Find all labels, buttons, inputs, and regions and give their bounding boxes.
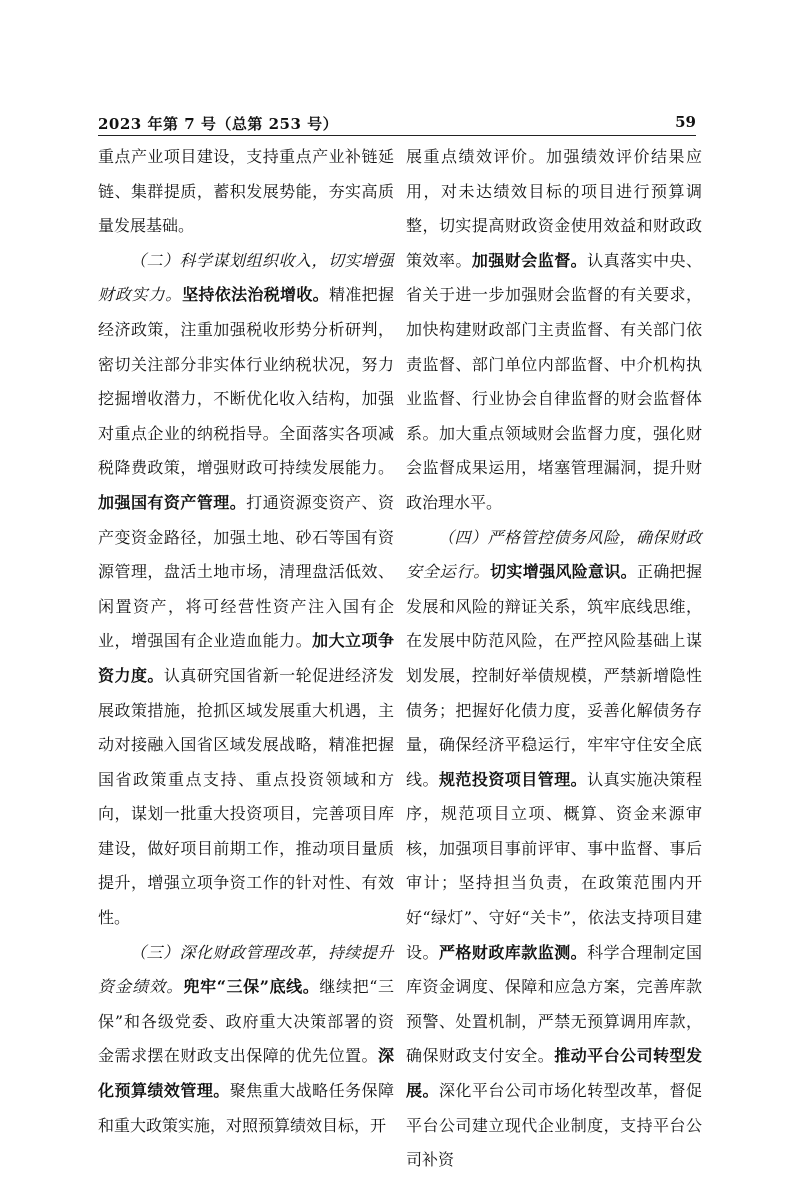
paragraph: 重点产业项目建设，支持重点产业补链延链、集群提质，蓄积发展势能，夯实高质量发展基础。 [98,147,394,236]
bold-lead: 加强国有资产管理。 [98,492,247,512]
bold-lead: 兜牢“三保”底线。 [183,977,320,997]
section-heading: （二）科学谋划组织收入，切实增强财政实力。 [98,250,395,305]
body-text: 继续把“三保”和各级党委、政府重大决策部署的资金需求摆在财政支出保障的优先位置。 [98,977,394,1066]
paragraph [98,936,394,1144]
body-text: 打通资源变资产、资产变资金路径，加强土地、砂石等国有资源管理，盘活土地市场，清理盘活低效、闲置资产，将可经营性资产注入国有企业，增强国有企业造血能力。 [98,492,394,651]
bold-lead: 加强财会监督。 [471,250,588,270]
issue-label: 2023 年第 7 号（总第 253 号） [98,115,339,133]
page-header [98,113,696,135]
body-text: 认真研究国省新一轮促进经济发展政策措施，抢抓区域发展重大机遇，主动对接融入国省区域发展战略，精准把握国省政策重点支持、重点投资领域和方向，谋划一批重大投资项目，完善项目库建设，做好项目前期工作，推动项目量质提升，增强立项争资工作的针对性、有效性。 [98,665,394,928]
body-text: 正确把握发展和风险的辩证关系，筑牢底线思维，在发展中防范风险，在严控风险基础上谋划发展，控制好举债规模，严禁新增隐性债务；把握好化债力度，妥善化解债务存量，确保经济平稳运行，牢牢守住安全底线。 [406,562,702,789]
bold-lead: 深化预算绩效管理。 [98,1046,394,1101]
left-column [98,140,395,1135]
body-text: 认真落实中央、省关于进一步加强财会监督的有关要求，加快构建财政部门主责监督、有关部门依责监督、部门单位内部监督、中介机构执业监督、行业协会自律监督的财会监督体系。加大重点领域财会监督力度，强化财会监督成果运用，堵塞管理漏洞，提升财政治理水平。 [406,250,702,512]
paragraph [98,244,394,936]
body-text: 深化平台公司市场化转型改革，督促平台公司建立现代企业制度，支持平台公司补资 [406,1081,702,1170]
body-text: 科学合理制定国库资金调度、保障和应急方案，完善库款预警、处置机制，严禁无预算调用库款，确保财政支付安全。 [406,942,702,1066]
bold-lead: 规范投资项目管理。 [438,769,588,789]
paragraph [406,521,702,1178]
body-text: 聚焦重大战略任务保障和重大政策实施，对照预算绩效目标，开 [98,1081,394,1135]
bold-lead: 切实增强风险意识。 [490,562,637,582]
body-text: 展重点绩效评价。加强绩效评价结果应用，对未达绩效目标的项目进行预算调整，切实提高财政资金使用效益和财政政策效率。 [406,147,702,270]
bold-lead: 加大立项争资力度。 [98,631,394,685]
right-column [406,140,703,1170]
paragraph [406,140,702,521]
page-number: 59 [675,113,696,131]
bold-lead: 严格财政库款监测。 [438,942,588,962]
header-rule [98,135,696,136]
bold-lead: 推动平台公司转型发展。 [406,1046,702,1101]
section-heading: （三）深化财政管理改革，持续提升资金绩效。 [98,942,395,997]
bold-lead: 坚持依法治税增收。 [182,285,329,305]
section-heading: （四）严格管控债务风险，确保财政安全运行。 [406,527,703,582]
body-text: 精准把握经济政策，注重加强税收形势分析研判，密切关注部分非实体行业纳税状况，努力挖掘增收潜力，不断优化收入结构，加强对重点企业的纳税指导。全面落实各项减税降费政策，增强财政可持续发展能力。 [98,285,394,478]
body-text: 认真实施决策程序，规范项目立项、概算、资金来源审核，加强项目事前评审、事中监督、事后审计；坚持担当负责，在政策范围内开好“绿灯”、守好“关卡”，依法支持项目建设。 [406,769,702,962]
